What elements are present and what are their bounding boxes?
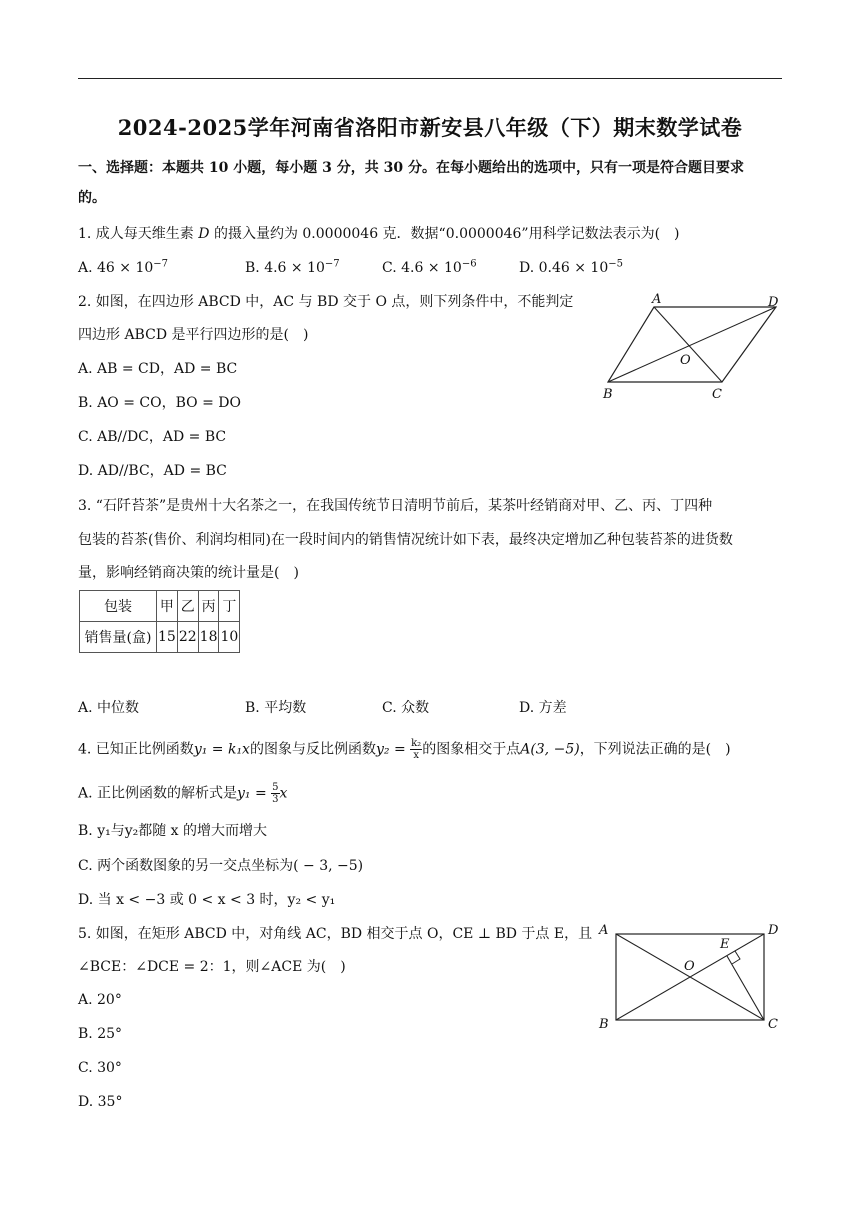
q4-formula-2-frac: $\frac{\text{k₂}}{x}$ (411, 738, 422, 761)
q4-formula-2-lhs: y₂ = (375, 741, 406, 758)
q5-option-c[interactable]: C. 30° (78, 1060, 122, 1076)
q5-label-d: D (768, 923, 779, 938)
q2-parallelogram-figure (596, 290, 788, 402)
table-header-cell: 甲 (157, 591, 178, 622)
q3-stem: 3. “石阡苔茶”是贵州十大名茶之一，在我国传统节日清明节前后，某茶叶经销商对甲、乙、丙、丁四种 (78, 498, 713, 514)
q2-label-c: C (712, 387, 722, 402)
q2-option-a[interactable]: A. AB = CD，AD = BC (78, 361, 238, 377)
q5-label-c: C (768, 1017, 778, 1032)
q5-rectangle-figure (596, 920, 788, 1032)
q4-option-b[interactable]: B. y₁与y₂都随 x 的增大而增大 (78, 823, 268, 839)
q5-option-a[interactable]: A. 20° (78, 992, 122, 1008)
page-title: 2024-2025学年河南省洛阳市新安县八年级（下）期末数学试卷 (117, 115, 743, 140)
table-row (80, 622, 240, 653)
q4-formula-1: y₁ = k₁x (193, 741, 250, 758)
q5-label-a: A (599, 923, 609, 938)
q4-point: A(3, −5) (520, 741, 580, 758)
q5-option-d[interactable]: D. 35° (78, 1094, 123, 1110)
q2-label-o: O (680, 353, 691, 368)
q5-label-o: O (684, 959, 695, 974)
table-cell: 15 (157, 622, 178, 653)
section-heading: 一、选择题：本题共 10 小题，每小题 3 分，共 30 分。在每小题给出的选项中，只有一项是符合题目要求 (78, 160, 744, 176)
table-cell: 18 (198, 622, 219, 653)
table-cell: 10 (219, 622, 240, 653)
table-header-row (80, 591, 240, 622)
q3-stem-cont2: 量，影响经销商决策的统计量是( ) (78, 565, 299, 581)
q2-label-d: D (768, 295, 779, 310)
q4-stem (78, 738, 731, 761)
q2-label-a: A (652, 292, 662, 307)
q2-option-d[interactable]: D. AD//BC，AD = BC (78, 463, 227, 479)
table-header-cell: 包装 (80, 591, 157, 622)
q5-stem: 5. 如图，在矩形 ABCD 中，对角线 AC，BD 相交于点 O，CE ⊥ BD 于点 E，且 (78, 926, 593, 942)
q4-option-c[interactable]: C. 两个函数图象的另一交点坐标为( − 3, −5) (78, 858, 364, 874)
q4-stem-c: 的图象相交于点 (422, 741, 521, 758)
q1-option-c[interactable]: C. $4.6 \times 10^{-6}$ (382, 258, 477, 276)
q1-stem (78, 224, 680, 244)
q1-option-d[interactable]: D. $0.46 \times 10^{-5}$ (519, 258, 623, 276)
q5-label-e: E (720, 937, 730, 952)
q1-stem-a: 1. 成人每天维生素 (78, 226, 194, 242)
table-header-cell: 乙 (177, 591, 198, 622)
q4-stem-a: 4. 已知正比例函数 (78, 741, 194, 758)
table-header-cell: 丁 (219, 591, 240, 622)
q4-option-d[interactable]: D. 当 x < −3 或 0 < x < 3 时，y₂ < y₁ (78, 892, 336, 908)
q4-stem-b: 的图象与反比例函数 (249, 741, 376, 758)
q5-right-angle-mark (732, 951, 740, 964)
q5-stem-cont: ∠BCE：∠DCE = 2：1，则∠ACE 为( ) (78, 959, 346, 975)
q2-stem-cont: 四边形 ABCD 是平行四边形的是( ) (78, 327, 309, 343)
q2-option-c[interactable]: C. AB//DC，AD = BC (78, 429, 227, 445)
q1-option-a[interactable]: A. $46 \times 10^{-7}$ (78, 258, 169, 276)
q2-stem: 2. 如图，在四边形 ABCD 中，AC 与 BD 交于 O 点，则下列条件中，不能判定 (78, 294, 574, 310)
table-cell: 销售量(盒) (80, 622, 157, 653)
q3-option-c[interactable]: C. 众数 (382, 700, 430, 716)
q2-label-b: B (603, 387, 613, 402)
table-cell: 22 (177, 622, 198, 653)
q4-stem-d: ，下列说法正确的是( ) (579, 741, 731, 758)
header-rule (78, 78, 782, 79)
q1-stem-b: 的摄入量约为 0.0000046 克．数据“0.0000046”用科学记数法表示为( ) (213, 226, 680, 242)
q1-var: D (198, 226, 210, 242)
q3-option-a[interactable]: A. 中位数 (78, 700, 140, 716)
q3-stem-cont1: 包装的苔茶(售价、利润均相同)在一段时间内的销售情况统计如下表，最终决定增加乙种包装苔茶的进货数 (78, 532, 733, 548)
q5-option-b[interactable]: B. 25° (78, 1026, 123, 1042)
section-heading-cont: 的。 (78, 190, 106, 206)
q2-diagonal-bd (608, 307, 776, 382)
q3-option-b[interactable]: B. 平均数 (245, 700, 307, 716)
table-header-cell: 丙 (198, 591, 219, 622)
q5-perpendicular-ce (727, 956, 764, 1020)
q5-label-b: B (599, 1017, 609, 1032)
q3-option-d[interactable]: D. 方差 (519, 700, 567, 716)
q2-option-b[interactable]: B. AO = CO，BO = DO (78, 395, 241, 411)
q1-option-b[interactable]: B. $4.6 \times 10^{-7}$ (245, 258, 340, 276)
q3-sales-table (79, 590, 240, 653)
q2-diagonal-ac (654, 307, 722, 382)
q4-option-a[interactable]: A. 正比例函数的解析式是y₁ = $\frac{5}{3}$ x (78, 782, 288, 805)
